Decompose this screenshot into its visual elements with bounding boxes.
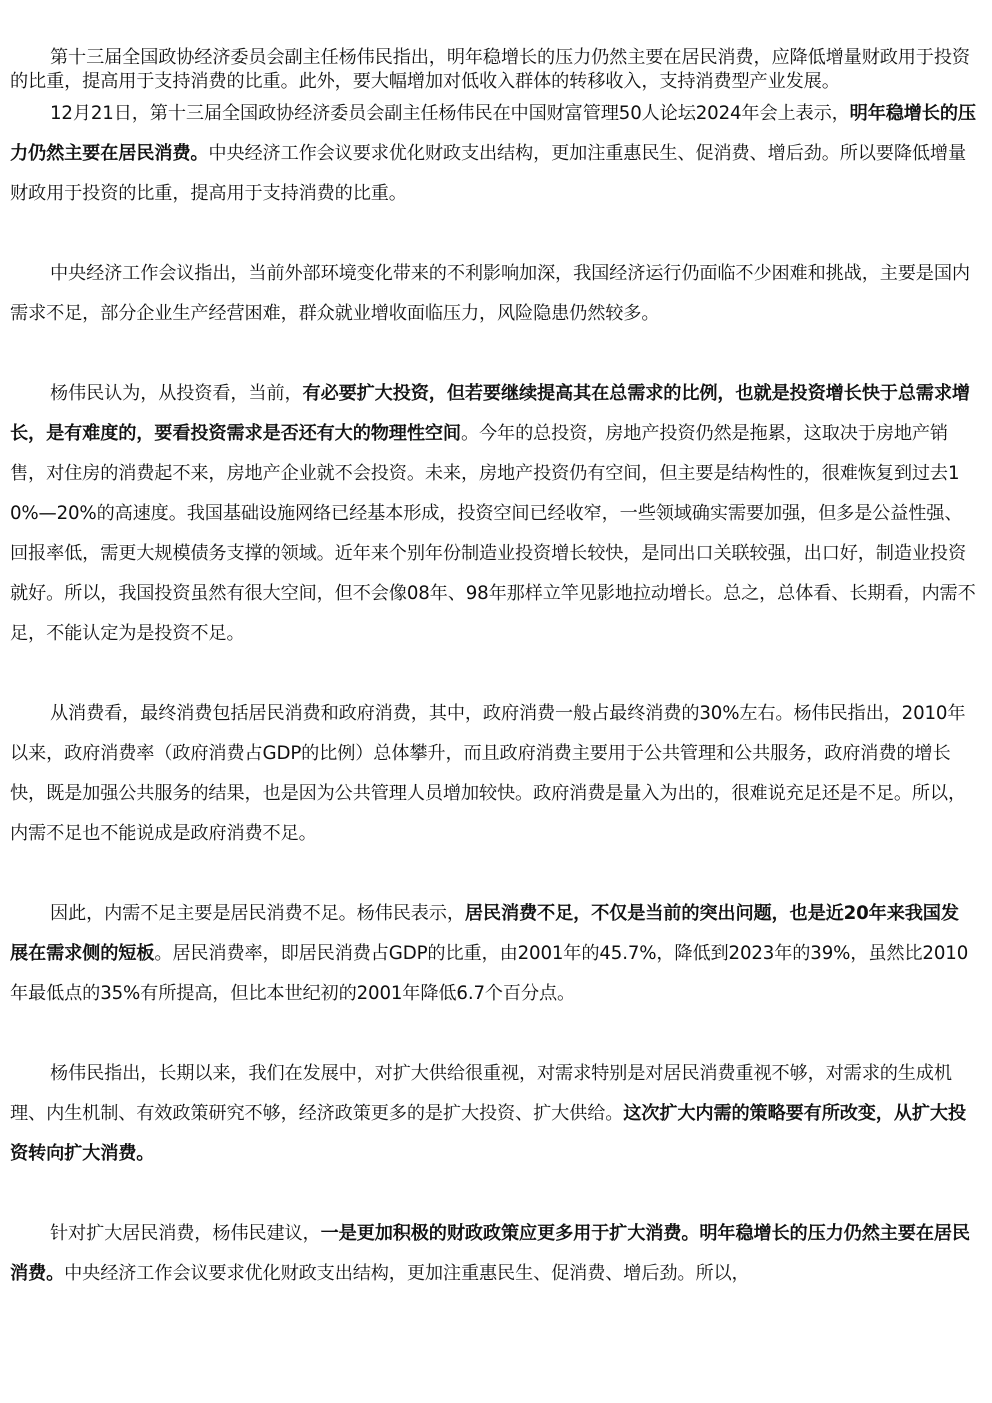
article-paragraph [10,374,976,654]
article-paragraph [10,1054,976,1174]
paragraph-gap [10,1174,976,1214]
paragraph-gap [10,214,976,254]
article-paragraph [10,94,976,214]
bold-text-segment: 居民消费不足，不仅是当前的突出问题，也是近20年来我国发展在需求侧的短板 [10,903,959,964]
text-segment: 中央经济工作会议要求优化财政支出结构，更加注重惠民生、促消费、增后劲。所以， [64,1263,750,1284]
paragraph-gap [10,654,976,694]
article-paragraph [10,694,976,854]
text-segment: 杨伟民认为，从投资看，当前， [50,383,303,404]
text-segment: 12月21日，第十三届全国政协经济委员会副主任杨伟民在中国财富管理50人论坛2024年会上表示， [50,103,850,124]
paragraph-gap [10,1014,976,1054]
paragraph-gap [10,854,976,894]
article-paragraph [10,1214,976,1294]
text-segment: 中央经济工作会议要求优化财政支出结构，更加注重惠民生、促消费、增后劲。所以要降低增量财政用于投资的比重，提高用于支持消费的比重。 [10,143,966,204]
text-segment: 从消费看，最终消费包括居民消费和政府消费，其中，政府消费一般占最终消费的30%左右。杨伟民指出，2010年以来，政府消费率（政府消费占GDP的比例）总体攀升，而且政府消费主要用于公共管理和公共服务，政府消费的增长快，既是加强公共服务的结果，也是因为公共管理人员增加较快。政府消费是量入为出的，很难说充足还是不足。所以，内需不足也不能说成是政府消费不足。 [10,703,966,844]
article-paragraph [10,894,976,1014]
bold-text-segment: 这次扩大内需的策略要有所改变，从扩大投资转向扩大消费。 [10,1103,966,1164]
article-summary: 第十三届全国政协经济委员会副主任杨伟民指出，明年稳增长的压力仍然主要在居民消费，应降低增量财政用于投资的比重，提高用于支持消费的比重。此外，要大幅增加对低收入群体的转移收入，支持消费型产业发展。 [10,47,970,92]
paragraph-gap [10,334,976,374]
article-paragraphs [10,94,976,1294]
bold-text-segment: 明年稳增长的压力仍然主要在居民消费。 [10,103,976,164]
text-segment: 中央经济工作会议指出，当前外部环境变化带来的不利影响加深，我国经济运行仍面临不少困难和挑战，主要是国内需求不足，部分企业生产经营困难，群众就业增收面临压力，风险隐患仍然较多。 [10,263,970,324]
text-segment: 。今年的总投资，房地产投资仍然是拖累，这取决于房地产销售，对住房的消费起不来，房地产企业就不会投资。未来，房地产投资仍有空间，但主要是结构性的，很难恢复到过去10%—20%的高速度。我国基础设施网络已经基本形成，投资空间已经收窄，一些领域确实需要加强，但多是公益性强、回报率低，需更大规模债务支撑的领域。近年来个别年份制造业投资增长较快，是同出口关联较强，出口好，制造业投资就好。所以，我国投资虽然有很大空间，但不会像08年、98年那样立竿见影地拉动增长。总之，总体看、长期看，内需不足，不能认定为是投资不足。 [10,423,976,644]
text-segment: 针对扩大居民消费，杨伟民建议， [50,1223,321,1244]
bold-text-segment: 有必要扩大投资，但若要继续提高其在总需求的比例，也就是投资增长快于总需求增长，是有难度的，要看投资需求是否还有大的物理性空间 [10,383,970,444]
article-body [10,46,976,1294]
text-segment: 因此，内需不足主要是居民消费不足。杨伟民表示， [50,903,465,924]
text-segment: 。居民消费率，即居民消费占GDP的比重，由2001年的45.7%，降低到2023年的39%，虽然比2010年最低点的35%有所提高，但比本世纪初的2001年降低6.7个百分点。 [10,943,969,1004]
article-paragraph [10,254,976,334]
text-segment: 杨伟民指出，长期以来，我们在发展中，对扩大供给很重视，对需求特别是对居民消费重视不够，对需求的生成机理、内生机制、有效政策研究不够，经济政策更多的是扩大投资、扩大供给。 [10,1063,952,1124]
bold-text-segment: 一是更加积极的财政政策应更多用于扩大消费。明年稳增长的压力仍然主要在居民消费。 [10,1223,970,1284]
